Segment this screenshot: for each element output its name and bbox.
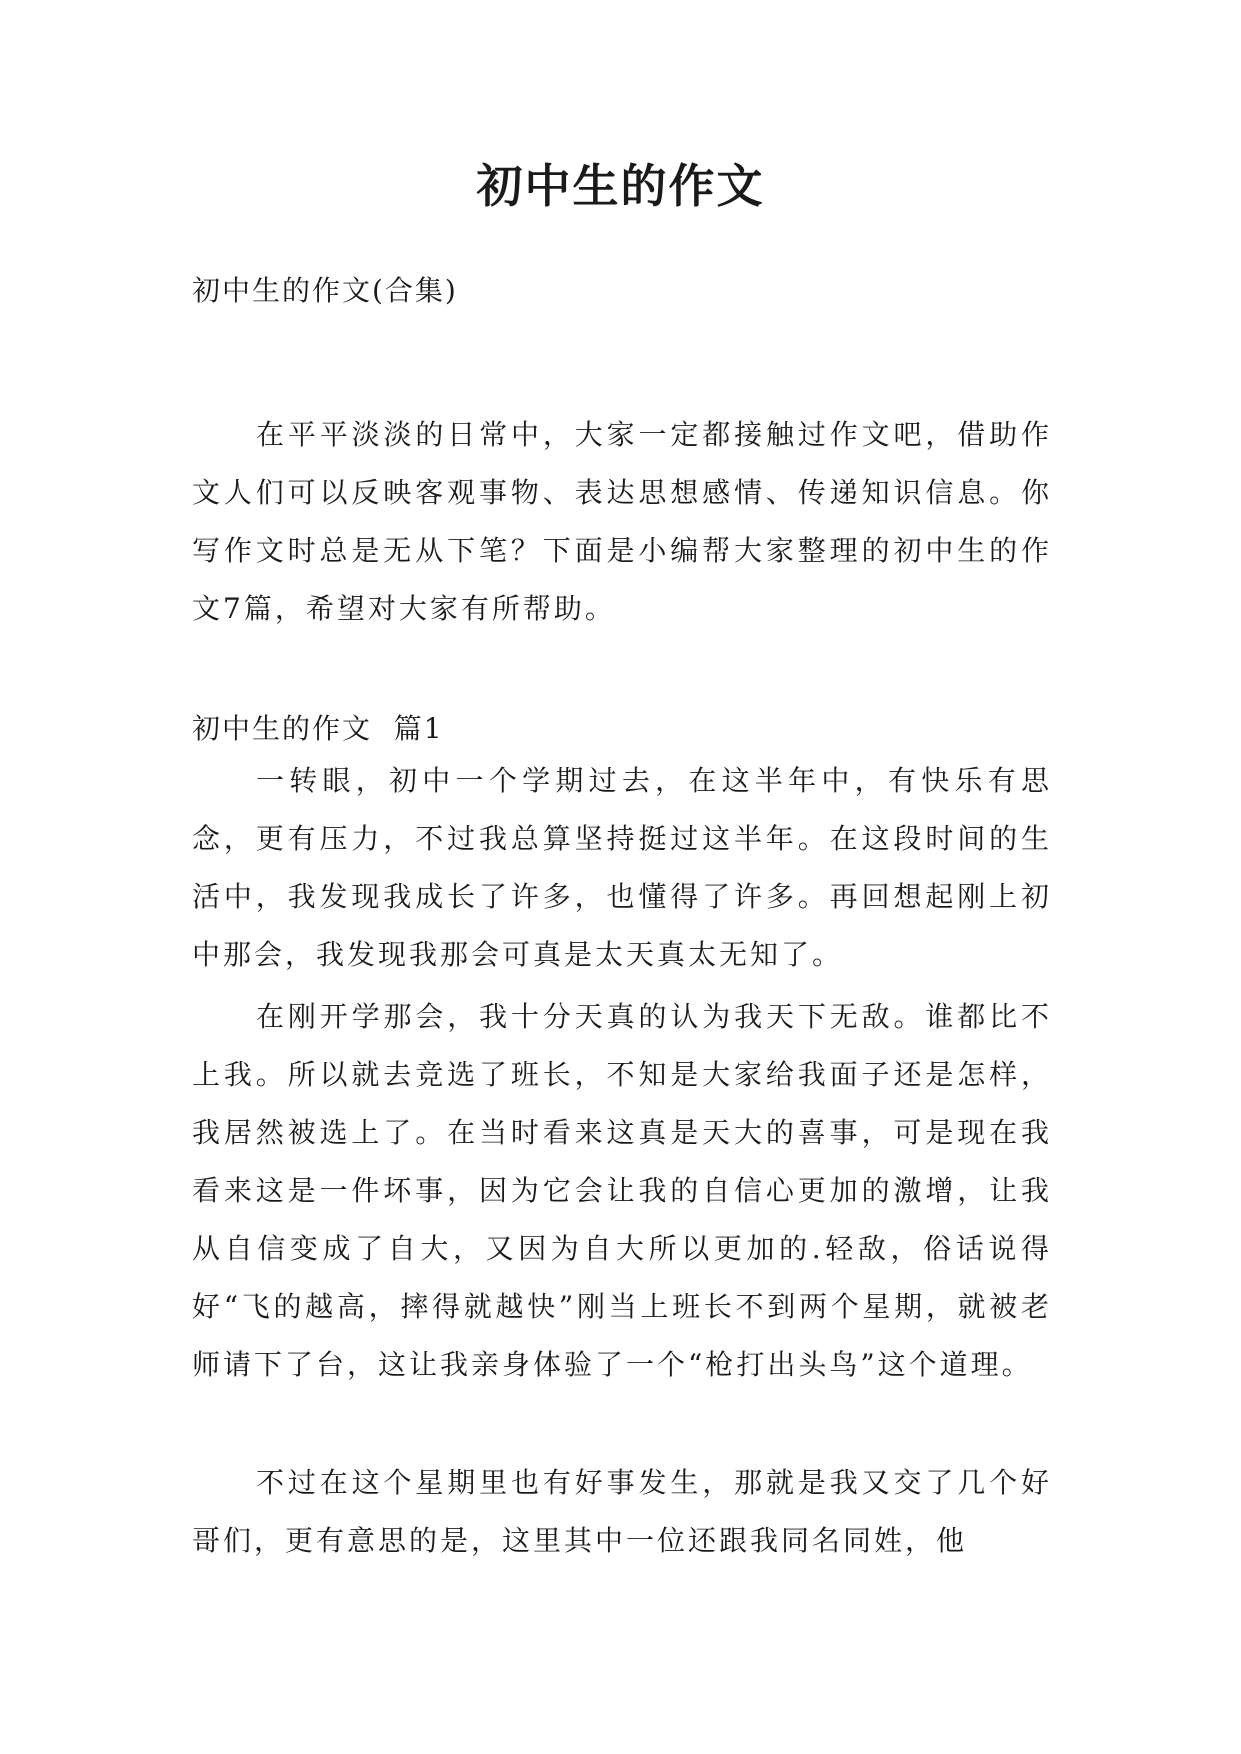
body-paragraph-1: 一转眼，初中一个学期过去，在这半年中，有快乐有思念，更有压力，不过我总算坚持挺过这半年。在这段时间的生活中，我发现我成长了许多，也懂得了许多。再回想起刚上初中那会，我发现我那会可真是太天真太无知了。 xyxy=(192,764,1052,971)
section-heading: 初中生的作文 篇1 xyxy=(192,712,444,745)
document-subtitle: 初中生的作文(合集) xyxy=(192,274,458,307)
body-paragraph-2: 在刚开学那会，我十分天真的认为我天下无敌。谁都比不上我。所以就去竞选了班长，不知是大家给我面子还是怎样，我居然被选上了。在当时看来这真是天大的喜事，可是现在我看来这是一件坏事，因为它会让我的自信心更加的激增，让我从自信变成了自大，又因为自大所以更加的.轻敌，俗话说得好“飞的越高，摔得就越快”刚当上班长不到两个星期，就被老师请下了台，这让我亲身体验了一个“枪打出头鸟”这个道理。 xyxy=(192,1000,1052,1381)
intro-paragraph: 在平平淡淡的日常中，大家一定都接触过作文吧，借助作文人们可以反映客观事物、表达思想感情、传递知识信息。你写作文时总是无从下笔？下面是小编帮大家整理的初中生的作文7篇，希望对大家有所帮助。 xyxy=(192,418,1052,625)
document-title: 初中生的作文 xyxy=(476,159,765,213)
body-paragraph-3: 不过在这个星期里也有好事发生，那就是我又交了几个好哥们，更有意思的是，这里其中一位还跟我同名同姓，他 xyxy=(192,1466,1052,1557)
